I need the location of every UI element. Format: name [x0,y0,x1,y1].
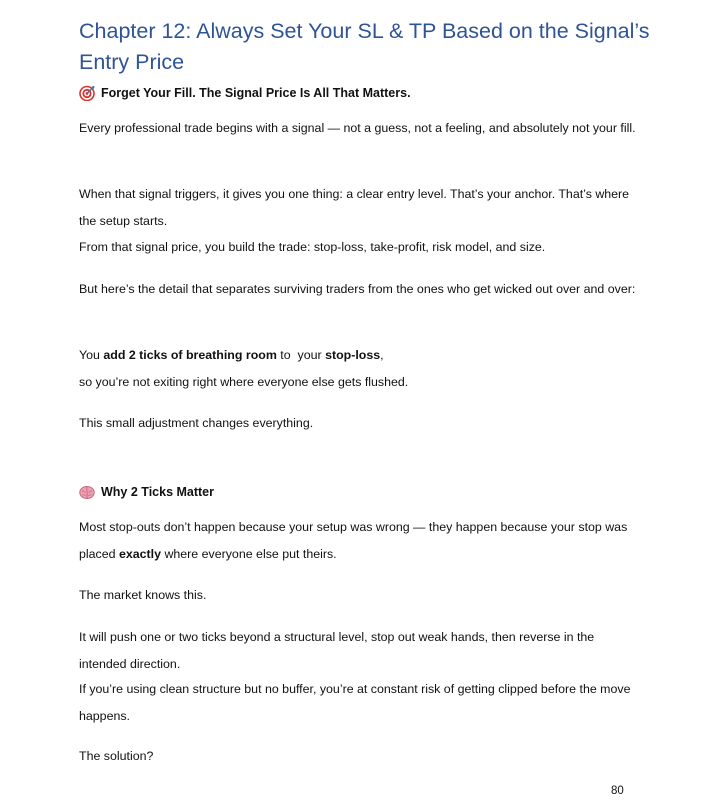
chapter-title: Chapter 12: Always Set Your SL & TP Based on the Signal’s Entry Price [79,19,650,74]
emphasis-exactly: exactly [118,546,161,561]
paragraph-anchor: When that signal triggers, it gives you one thing: a clear entry level. That’s your anchor. That’s where the setup starts. [79,187,630,228]
text-run: so you’re not exiting right where everyone else gets flushed. [79,374,409,389]
text-run: to your [276,348,326,362]
brain-icon [79,484,95,500]
page-number: 80 [611,785,624,797]
text-run: where everyone else put theirs. [161,546,337,561]
emphasis-breathing-room: add 2 ticks of breathing room [103,348,277,362]
paragraph-breathing-room [79,342,639,395]
text-run: You [79,348,104,362]
paragraph-push-ticks: It will push one or two ticks beyond a structural level, stop out weak hands, then reverse in the intended direction. [79,630,595,671]
paragraph-market-knows: The market knows this. [79,588,207,602]
text-run: , [380,348,384,362]
paragraph-detail: But here’s the detail that separates surviving traders from the ones who get wicked out over and over: [79,282,636,296]
paragraph-small-adjustment: This small adjustment changes everything. [79,416,314,430]
section-heading-forget-fill [79,85,411,101]
emphasis-stop-loss: stop-loss [325,348,381,362]
paragraph-build-trade: From that signal price, you build the trade: stop-loss, take-profit, risk model, and size. [79,240,546,254]
heading-text: Why 2 Ticks Matter [101,485,215,499]
section-heading-why-2-ticks [79,484,214,500]
target-icon [79,85,95,101]
paragraph-solution: The solution? [79,749,154,763]
heading-text: Forget Your Fill. The Signal Price Is All That Matters. [101,86,411,100]
text-run: Most stop-outs don’t happen because your setup was wrong — they happen because your stop was placed [79,520,628,561]
paragraph-stop-outs [79,514,639,567]
paragraph-no-buffer: If you’re using clean structure but no buffer, you’re at constant risk of getting clipped before the move happens. [79,682,631,723]
paragraph-signal: Every professional trade begins with a signal — not a guess, not a feeling, and absolutely not your fill. [79,121,636,135]
